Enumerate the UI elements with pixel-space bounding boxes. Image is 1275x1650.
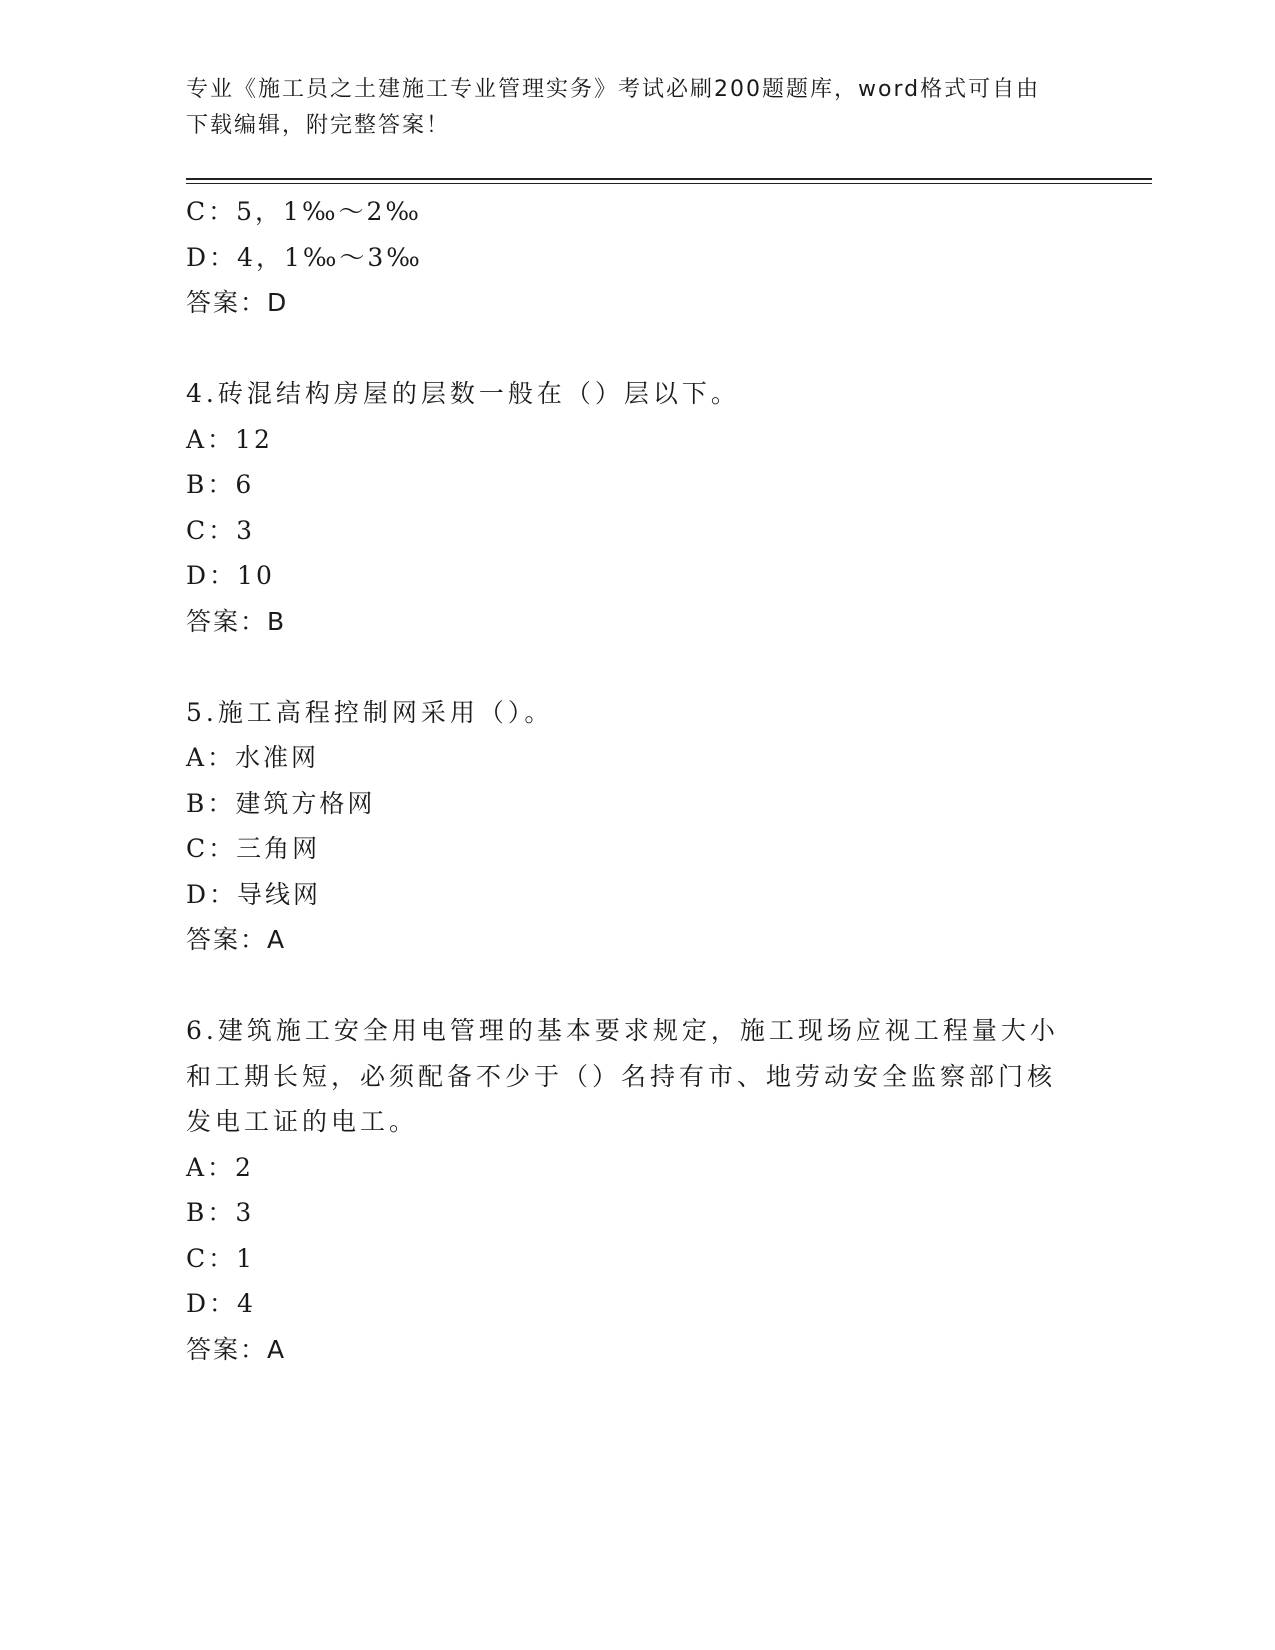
option-a: A：水准网 xyxy=(186,743,320,772)
spacer xyxy=(186,963,1066,1009)
header-title-line-2: 下载编辑，附完整答案！ xyxy=(186,113,451,138)
question-text-line-3: 发电工证的电工。 xyxy=(186,1107,419,1136)
option-b: B：6 xyxy=(186,470,255,499)
header-divider-thick xyxy=(186,178,1152,180)
option-c: C：三角网 xyxy=(186,834,321,863)
option-d: D：10 xyxy=(186,561,275,590)
question-text-line-1: 6.建筑施工安全用电管理的基本要求规定，施工现场应视工程量大小 xyxy=(186,1016,1059,1045)
option-c: C：3 xyxy=(186,515,256,545)
spacer xyxy=(186,644,1066,690)
option-d: D：4 xyxy=(186,1289,256,1318)
header-title-line-1: 专业《施工员之土建施工专业管理实务》考试必刷200题题库，word格式可自由 xyxy=(186,77,1041,102)
answer-label: 答案：D xyxy=(186,288,289,317)
header-divider-thin xyxy=(186,183,1152,184)
question-6 xyxy=(186,1008,1066,1372)
option-b: B：3 xyxy=(186,1198,255,1227)
option-d: D：4，1‰～3‰ xyxy=(186,242,423,272)
question-list xyxy=(186,189,1066,1372)
question-3-continuation xyxy=(186,189,1066,326)
option-c: C：5，1‰～2‰ xyxy=(186,197,422,226)
option-a: A：2 xyxy=(186,1152,254,1182)
option-c: C：1 xyxy=(186,1243,256,1273)
option-b: B：建筑方格网 xyxy=(186,788,376,818)
spacer xyxy=(186,326,1066,372)
question-5 xyxy=(186,690,1066,963)
question-text: 5.施工高程控制网采用（）。 xyxy=(186,697,554,727)
question-4 xyxy=(186,371,1066,644)
option-d: D：导线网 xyxy=(186,879,322,909)
option-a: A：12 xyxy=(186,424,273,454)
document-header xyxy=(186,72,1066,144)
answer-label: 答案：A xyxy=(186,1334,287,1364)
question-text: 4.砖混结构房屋的层数一般在（）层以下。 xyxy=(186,379,740,408)
question-text-line-2: 和工期长短，必须配备不少于（）名持有市、地劳动安全监察部门核 xyxy=(186,1061,1057,1091)
answer-label: 答案：A xyxy=(186,925,287,954)
answer-label: 答案：B xyxy=(186,606,287,636)
